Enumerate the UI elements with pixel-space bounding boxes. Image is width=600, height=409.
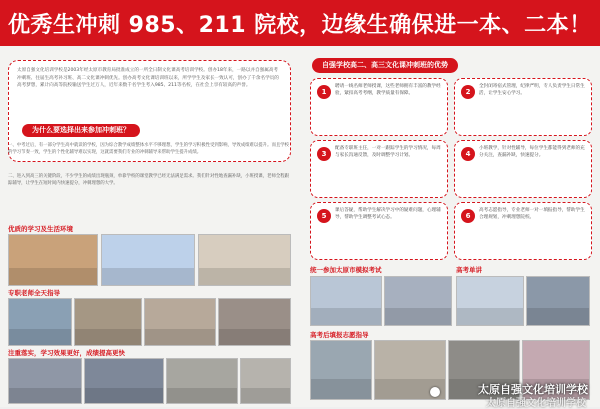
right-section-header: 自强学校高二、高三文化课冲刺班的优势 bbox=[312, 58, 458, 73]
banner-title: 优秀生冲刺 985、211 院校，边缘生确保进一本、二本！ bbox=[8, 13, 592, 38]
photo-classroom-2 bbox=[8, 358, 82, 404]
advantage-card-1 bbox=[310, 78, 448, 136]
photo-teacher-4 bbox=[218, 298, 291, 346]
left-column bbox=[8, 50, 291, 404]
photo-guidance-1 bbox=[310, 340, 372, 400]
right-gallery-1-title: 统一参加太原市模拟考试 bbox=[310, 266, 382, 274]
right-gallery-3-title: 高考后填报志愿指导 bbox=[310, 331, 369, 339]
card-text: 高考志愿指导，专业老师一对一填报指导，帮助学生合理规划，冲刺理想院校。 bbox=[479, 208, 585, 221]
photo-study-hall bbox=[101, 234, 195, 286]
left-paragraph-1: 一、中考过后，有一部分学生高中就读的学校，因为综合教学成绩整体水平不够理想，学生的学习积极性受到影响，导致成绩难以提升。而且学校的学习节奏一致，学生的个性化辅导难以实现，这就需要我们专业的冲刺辅导来帮助学生提升成绩。 bbox=[8, 143, 290, 156]
left-gallery-2-title: 专职老师全天指导 bbox=[8, 289, 60, 297]
photo-exam-1 bbox=[310, 276, 382, 326]
right-gallery-2-title: 高考单讲 bbox=[456, 266, 482, 274]
watermark-subtext: 太原自强文化培训学校 bbox=[486, 398, 586, 409]
advantage-card-5 bbox=[310, 202, 448, 260]
card-number: 3 bbox=[317, 147, 331, 161]
card-text: 配备专职班主任，一对一跟踪学生的学习情况，每周与家长沟通反馈，及时调整学习计划。 bbox=[335, 146, 441, 159]
photo-exam-2 bbox=[384, 276, 452, 326]
card-text: 小班教学，针对性辅导，每位学生都能得到老师的充分关注，查漏补缺，快速提分。 bbox=[479, 146, 585, 159]
photo-classroom-4 bbox=[166, 358, 238, 404]
photo-teacher-1 bbox=[8, 298, 72, 346]
card-number: 4 bbox=[461, 147, 475, 161]
photo-lecture-2 bbox=[526, 276, 590, 326]
card-text: 课后答疑，帮助学生解决学习中的疑难问题，心理辅导，帮助学生调整考试心态。 bbox=[335, 208, 441, 221]
card-number: 6 bbox=[461, 209, 475, 223]
left-gallery-1-title: 优质的学习及生活环境 bbox=[8, 225, 73, 233]
photo-dormitory bbox=[198, 234, 291, 286]
card-number: 5 bbox=[317, 209, 331, 223]
card-number: 1 bbox=[317, 85, 331, 99]
photo-teacher-2 bbox=[74, 298, 142, 346]
card-text: 聘请一线名师老师授课，这些老师拥有丰富的教学经验，紧扣高考考纲，教学质量有保障。 bbox=[335, 84, 441, 97]
title-banner bbox=[0, 0, 600, 46]
photo-classroom-3 bbox=[84, 358, 164, 404]
photo-lecture-1 bbox=[456, 276, 524, 326]
left-gallery-3-title: 注重落实，学习效果更好，成绩提高更快 bbox=[8, 349, 125, 357]
advantage-card-3 bbox=[310, 140, 448, 198]
watermark-text: 太原自强文化培训学校 bbox=[478, 383, 588, 396]
left-paragraph-2: 二、进入到高三的关键阶段，不少学生的成绩出现瓶颈，单靠学校的课堂教学已经无法满足需求。我们针对性地查漏补缺，小班授课，老师全程跟踪辅导，让学生在短时间内快速提分，冲刺理想的大学。 bbox=[8, 174, 290, 187]
right-column bbox=[306, 50, 592, 404]
advantage-card-6 bbox=[454, 202, 592, 260]
left-section-title: 为什么要选择出来参加冲刺班？ bbox=[22, 124, 140, 137]
advantage-card-2 bbox=[454, 78, 592, 136]
card-number: 2 bbox=[461, 85, 475, 99]
wechat-logo-icon bbox=[430, 387, 440, 397]
advantage-card-4 bbox=[454, 140, 592, 198]
photo-classroom-5 bbox=[240, 358, 291, 404]
photo-classroom bbox=[8, 234, 98, 286]
photo-teacher-3 bbox=[144, 298, 216, 346]
card-text: 全封闭寄宿式管理，纪律严明，专人负责学生日常生活，让学生安心学习。 bbox=[479, 84, 585, 97]
intro-text: 太原自强文化培训学校是2003年经太原市教育局批准成立的一所全日制文化课高考培训学校。创办18年来，一路以并自强属高考冲刺班、往届生高考补习班、高二文化课冲刺优先。创办高考文化课培训班以来，所学学生及家长一致认可，创办了千余名学员的高考梦想，累计向高等院校输送学生过万人，近年来数千名学生考入985、211等名校，在社会上享有较高的声誉。 bbox=[17, 68, 279, 88]
